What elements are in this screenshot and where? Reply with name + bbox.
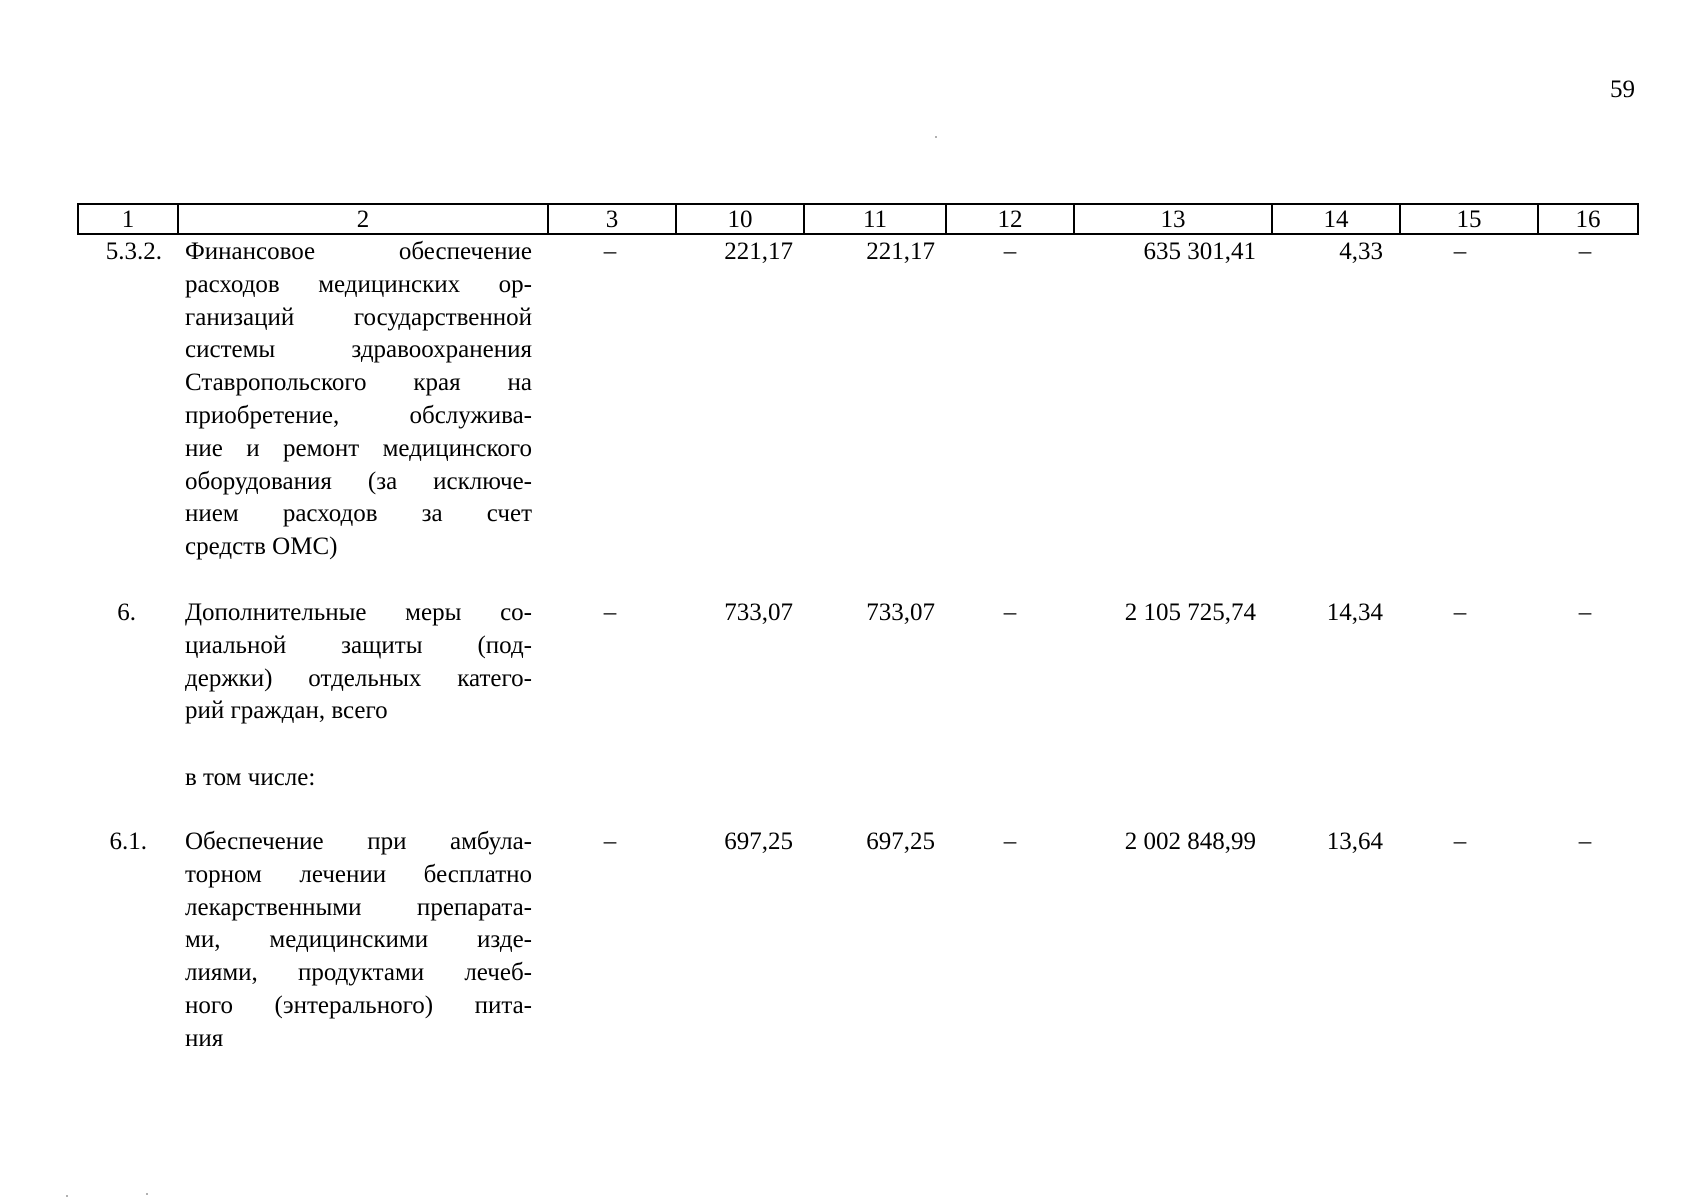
row-description bbox=[185, 597, 532, 728]
col11-value: 697,25 bbox=[866, 828, 935, 855]
col15-value: – bbox=[1453, 828, 1467, 855]
col15-value: – bbox=[1453, 599, 1467, 626]
description-line: ние и ремонт медицинского bbox=[185, 434, 532, 462]
col15-value: – bbox=[1453, 238, 1467, 265]
col10-value: 221,17 bbox=[724, 238, 793, 265]
description-line: ного (энтерального) пита- bbox=[185, 991, 532, 1019]
description-line: ми, медицинскими изде- bbox=[185, 926, 532, 954]
description-line: циальной защиты (под- bbox=[185, 631, 532, 659]
description-line: расходов медицинских ор- bbox=[185, 270, 532, 298]
col12-value: – bbox=[1003, 599, 1017, 626]
row-code: 6. bbox=[117, 599, 136, 626]
scan-speck bbox=[66, 1195, 68, 1197]
column-header-13: 13 bbox=[1073, 203, 1273, 235]
col3-value: – bbox=[603, 599, 617, 626]
description-line: торном лечении бесплатно bbox=[185, 860, 532, 888]
col14-value: 4,33 bbox=[1339, 238, 1383, 265]
col12-value: – bbox=[1003, 238, 1017, 265]
description-line: рий граждан, всего bbox=[185, 697, 388, 725]
description-line: лекарственными препарата- bbox=[185, 893, 532, 921]
column-header-15: 15 bbox=[1399, 203, 1539, 235]
col3-value: – bbox=[603, 238, 617, 265]
col16-value: – bbox=[1578, 828, 1592, 855]
description-line: ганизаций государственной bbox=[185, 303, 532, 331]
description-line: системы здравоохранения bbox=[185, 336, 532, 364]
row-code: 6.1. bbox=[109, 828, 147, 855]
description-line: Дополнительные меры со- bbox=[185, 599, 532, 626]
col12-value: – bbox=[1003, 828, 1017, 855]
description-line: держки) отдельных катего- bbox=[185, 664, 532, 692]
row-description bbox=[185, 236, 532, 564]
description-line: ния bbox=[185, 1024, 224, 1052]
column-header-12: 12 bbox=[945, 203, 1075, 235]
col14-value: 14,34 bbox=[1326, 599, 1383, 626]
description-line: нием расходов за счет bbox=[185, 500, 532, 528]
column-header-2: 2 bbox=[177, 203, 549, 235]
column-header-11: 11 bbox=[803, 203, 947, 235]
col3-value: – bbox=[603, 828, 617, 855]
description-line: оборудования (за исключе- bbox=[185, 467, 532, 495]
col16-value: – bbox=[1578, 599, 1592, 626]
col10-value: 697,25 bbox=[724, 828, 793, 855]
col11-value: 221,17 bbox=[866, 238, 935, 265]
description-line: приобретение, обслужива- bbox=[185, 401, 532, 429]
description-line: Ставропольского края на bbox=[185, 369, 532, 397]
column-header-16: 16 bbox=[1537, 203, 1639, 235]
column-header-14: 14 bbox=[1271, 203, 1401, 235]
page-number: 59 bbox=[1610, 76, 1635, 103]
col10-value: 733,07 bbox=[724, 599, 793, 626]
scan-speck bbox=[146, 1193, 148, 1195]
col13-value: 2 105 725,74 bbox=[1124, 599, 1256, 626]
col16-value: – bbox=[1578, 238, 1592, 265]
scan-speck bbox=[935, 136, 937, 138]
column-number-header bbox=[77, 203, 1631, 235]
description-line: средств ОМС) bbox=[185, 533, 338, 561]
description-line: Финансовое обеспечение bbox=[185, 238, 532, 265]
col13-value: 635 301,41 bbox=[1143, 238, 1256, 265]
column-header-10: 10 bbox=[675, 203, 805, 235]
col11-value: 733,07 bbox=[866, 599, 935, 626]
col14-value: 13,64 bbox=[1326, 828, 1383, 855]
subheading: в том числе: bbox=[185, 764, 316, 791]
column-header-1: 1 bbox=[77, 203, 179, 235]
col13-value: 2 002 848,99 bbox=[1124, 828, 1256, 855]
row-description bbox=[185, 826, 532, 1056]
description-line: Обеспечение при амбула- bbox=[185, 828, 532, 855]
description-line: лиями, продуктами лечеб- bbox=[185, 959, 532, 987]
row-code: 5.3.2. bbox=[105, 238, 162, 265]
column-header-3: 3 bbox=[547, 203, 677, 235]
